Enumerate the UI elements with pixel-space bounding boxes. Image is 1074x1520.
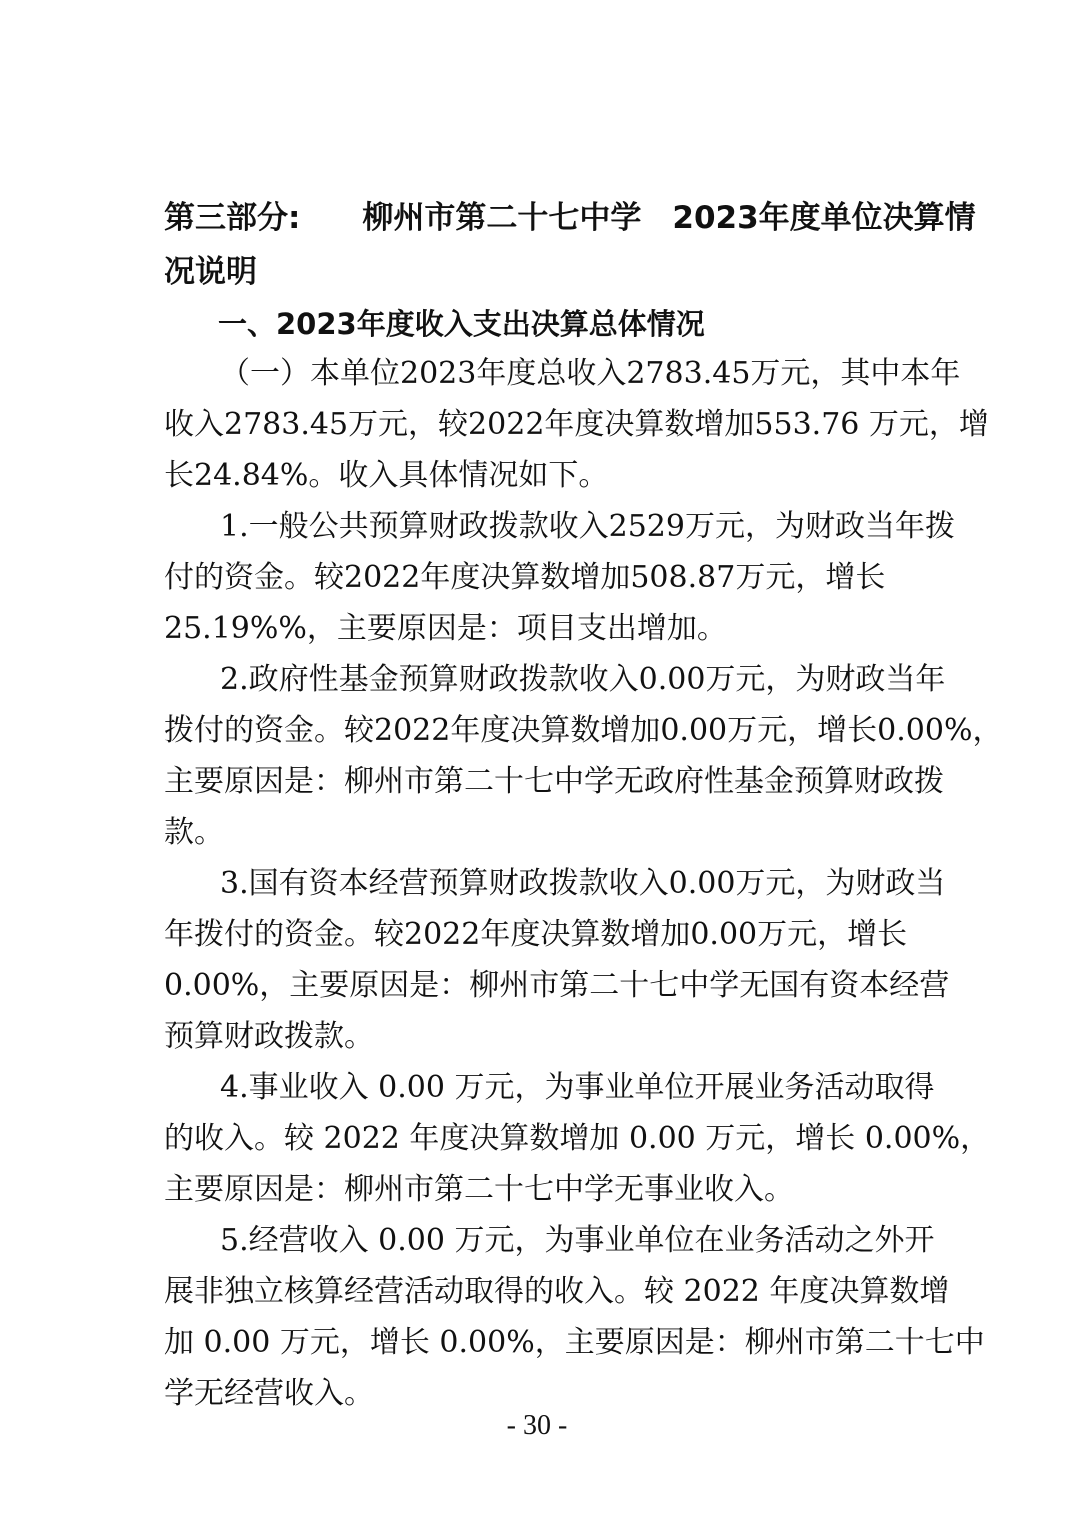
paragraph-line: 25.19%%，主要原因是：项目支出增加。 [164,611,727,646]
part-title: 第三部分: 柳州市第二十七中学 2023年度单位决算情 [164,200,976,236]
part-title-continued: 况说明 [164,254,257,290]
paragraph-line: 1.一般公共预算财政拨款收入2529万元，为财政当年拨 [220,509,955,544]
paragraph-line: 长24.84%。收入具体情况如下。 [164,458,609,493]
paragraph-line: 4.事业收入 0.00 万元，为事业单位开展业务活动取得 [220,1070,935,1105]
paragraph-line: 展非独立核算经营活动取得的收入。较 2022 年度决算数增 [164,1274,950,1309]
paragraph-line: 收入2783.45万元，较2022年度决算数增加553.76 万元，增 [164,407,989,442]
paragraph-line: 0.00%，主要原因是：柳州市第二十七中学无国有资本经营 [164,968,950,1003]
paragraph-line: 主要原因是：柳州市第二十七中学无政府性基金预算财政拨 [164,764,944,799]
paragraph-line: （一）本单位2023年度总收入2783.45万元，其中本年 [220,356,961,391]
paragraph-line: 付的资金。较2022年度决算数增加508.87万元，增长 [164,560,886,595]
paragraph-line: 2.政府性基金预算财政拨款收入0.00万元，为财政当年 [220,662,946,697]
page-number: - 30 - [506,1410,568,1441]
paragraph-line: 拨付的资金。较2022年度决算数增加0.00万元，增长0.00%， [164,713,1003,748]
section-heading: 一、2023年度收入支出决算总体情况 [218,307,705,341]
paragraph-line: 3.国有资本经营预算财政拨款收入0.00万元，为财政当 [220,866,946,901]
paragraph-line: 预算财政拨款。 [164,1019,374,1054]
paragraph-line: 年拨付的资金。较2022年度决算数增加0.00万元，增长 [164,917,908,952]
paragraph-line: 的收入。较 2022 年度决算数增加 0.00 万元，增长 0.00%， [164,1121,991,1156]
paragraph-line: 款。 [164,815,224,850]
paragraph-line: 学无经营收入。 [164,1376,374,1411]
paragraph-line: 加 0.00 万元，增长 0.00%，主要原因是：柳州市第二十七中 [164,1325,985,1360]
paragraph-line: 主要原因是：柳州市第二十七中学无事业收入。 [164,1172,794,1207]
paragraph-line: 5.经营收入 0.00 万元，为事业单位在业务活动之外开 [220,1223,935,1258]
